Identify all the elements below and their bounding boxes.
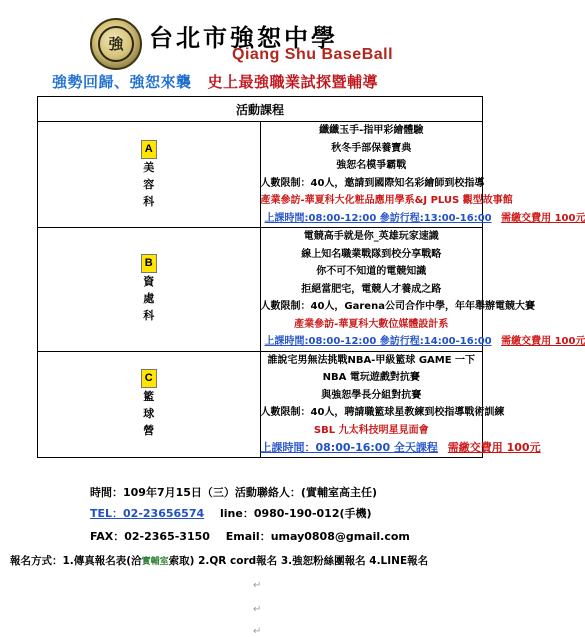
section-char: 科	[143, 194, 155, 208]
schedule-line	[261, 333, 585, 351]
section-char: 處	[143, 292, 155, 306]
paragraph-mark-icon: ↵	[253, 580, 262, 591]
course-line: 秋冬手部保養寶典	[331, 142, 412, 154]
fee-text: 需繳交費用 100元	[501, 212, 585, 224]
schedule-text: 上課時間:08:00-12:00 參訪行程:14:00-16:00	[264, 336, 492, 347]
signup-line	[10, 553, 428, 568]
section-char: 美	[143, 160, 155, 174]
course-line: 強恕名模爭霸戰	[336, 160, 407, 171]
paragraph-mark-icon: ↵	[253, 626, 262, 637]
section-label-a	[38, 122, 261, 228]
section-label-b	[38, 228, 261, 352]
section-char: 營	[143, 424, 155, 437]
section-label-c	[38, 351, 261, 457]
schedule-line	[261, 210, 585, 228]
schedule-line	[260, 439, 541, 457]
course-table	[37, 96, 585, 458]
course-line: 你不可不知道的電競知識	[316, 266, 427, 277]
section-content-b	[260, 228, 585, 352]
school-name-en: Qiang Shu BaseBall	[232, 46, 394, 63]
section-content-c	[260, 351, 541, 457]
school-name-cn: 台北市強恕中學	[149, 23, 338, 52]
fee-text: 需繳交費用 100元	[447, 441, 541, 454]
section-char: 資	[143, 275, 155, 289]
visit-line: 產業參訪-華夏科大化粧品應用學系&J PLUS 觀型故事館	[260, 195, 513, 206]
fax-number: FAX：02-2365-3150	[90, 530, 210, 543]
section-char: 容	[143, 177, 155, 191]
visit-line: SBL 九太科技明星見面會	[313, 424, 429, 436]
course-line: NBA 電玩遊戲對抗賽	[322, 372, 420, 383]
course-line: 電競高手就是你_英雄玩家速識	[303, 231, 439, 242]
course-line: 誰說宅男無法挑戰NBA-甲級籃球 GAME 一下	[267, 354, 476, 366]
headline-red: 史上最強職業試探暨輔導	[207, 73, 379, 91]
schedule-text: 上課時間：08:00-16:00 全天課程	[260, 441, 438, 454]
section-char: 球	[143, 407, 155, 420]
course-line: 拒絕當肥宅，電競人才養成之路	[301, 283, 442, 295]
paragraph-mark-icon: ↵	[253, 604, 262, 615]
signup-suffix: 索取) 2.QR cord報名 3.強恕粉絲團報名 4.LINE報名	[168, 555, 429, 567]
schedule-text: 上課時間:08:00-12:00 參訪行程:13:00-16:00	[264, 212, 492, 224]
logo-emblem-icon: 強	[108, 35, 124, 53]
headline-blue: 強勢回歸、強恕來襲	[52, 73, 192, 91]
tel-line	[90, 505, 372, 521]
headline	[52, 71, 378, 92]
table-row	[38, 228, 483, 352]
school-logo	[90, 18, 142, 70]
section-letter: A	[141, 140, 157, 159]
course-line: 人數限制：40人，邀請到國際知名彩繪師到校指導	[260, 177, 485, 189]
section-letter: C	[141, 369, 157, 388]
email-address[interactable]: Email：umay0808@gmail.com	[225, 530, 410, 543]
table-title: 活動課程	[38, 97, 483, 122]
table-row	[38, 122, 483, 228]
course-line: 與強恕學長分組對抗賽	[321, 389, 422, 401]
section-char: 科	[143, 309, 155, 323]
fee-text: 需繳交費用 100元	[501, 336, 585, 347]
signup-prefix: 報名方式：1.傳真報名表(洽	[10, 555, 142, 567]
tel-link[interactable]: TEL：02-23656574	[90, 507, 205, 520]
section-char: 籃	[143, 390, 155, 403]
fax-line	[90, 528, 410, 544]
course-line: 人數限制：40人，Garena公司合作中學，年年舉辦電競大賽	[260, 301, 535, 312]
line-id: line：0980-190-012(手機)	[219, 507, 372, 520]
course-line: 人數限制：40人，聘請職籃球星教練到校指導戰術訓練	[260, 407, 505, 418]
course-line: 線上知名職業戰隊到校分享戰略	[301, 248, 442, 260]
signup-highlight: 實輔室	[141, 557, 169, 567]
table-row	[38, 351, 483, 457]
time-contact-line: 時間：109年7月15日（三）活動聯絡人：(實輔室高主任)	[90, 486, 377, 499]
section-content-a	[260, 122, 585, 228]
course-line: 纖纖玉手-指甲彩繪體驗	[319, 125, 424, 136]
visit-line: 產業參訪-華夏科大數位媒體設計系	[294, 318, 449, 330]
section-letter: B	[141, 254, 157, 273]
